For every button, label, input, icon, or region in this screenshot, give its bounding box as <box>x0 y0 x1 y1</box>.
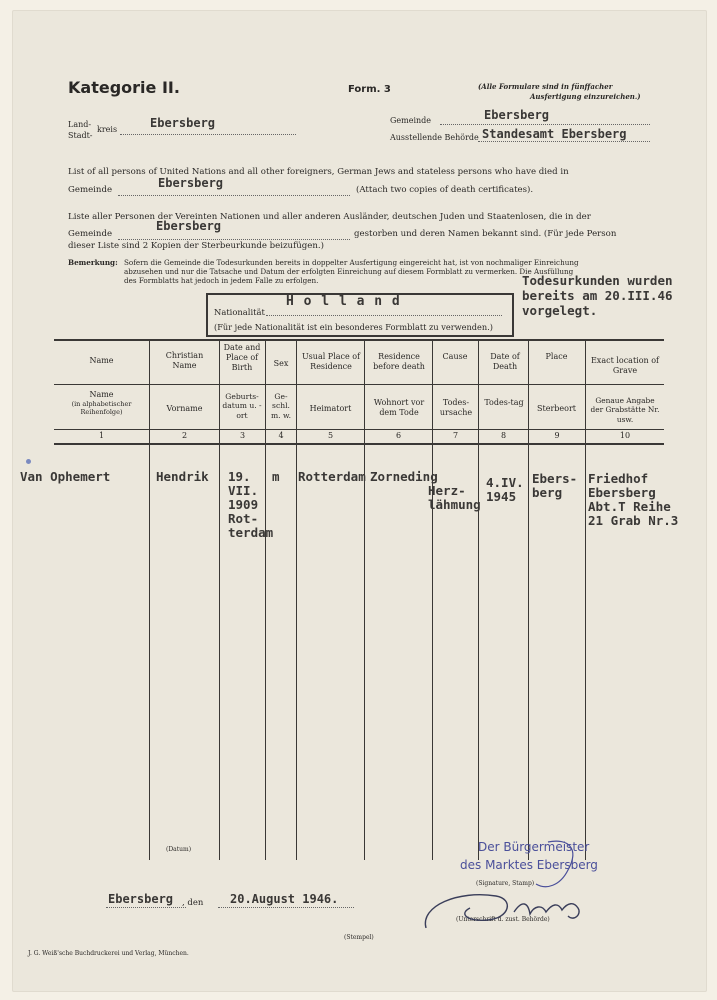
col-divider-5 <box>364 340 365 860</box>
col3-num: 3 <box>239 431 246 440</box>
remark-line1: Sofern die Gemeinde die Todesurkunden bereits in doppelter Ausfertigung eingereicht hat, ist von nochmaliger Einreichung <box>124 258 579 267</box>
nationality-label: Nationalität <box>214 307 265 317</box>
col8-en: Date of Death <box>490 352 520 371</box>
col1-en: Name <box>89 356 114 365</box>
col10-de: Genaue Angabe der Grabstätte Nr. usw. <box>590 396 660 424</box>
col7-de: Todes-ursache <box>439 398 473 417</box>
behoerde-line <box>478 141 650 142</box>
col-divider-9 <box>585 340 586 860</box>
unterschrift-label: (Unterschrift d. zust. Behörde) <box>456 916 550 923</box>
col1-de-sub: (in alphabetischer Reihenfolge) <box>71 400 132 417</box>
col10-en: Exact location of Grave <box>590 356 660 375</box>
table-num-rule <box>54 443 664 445</box>
col1-de <box>54 390 149 416</box>
col-divider-8 <box>528 340 529 860</box>
english-attach: (Attach two copies of death certificates). <box>356 185 534 195</box>
note-line2: Ausfertigung einzureichen.) <box>530 92 641 101</box>
nationality-note: (Für jede Nationalität ist ein besonderes Formblatt zu verwenden.) <box>214 322 493 332</box>
date-label: (Datum) <box>166 846 192 853</box>
col-divider-2 <box>219 340 220 860</box>
col9-en: Place <box>545 352 568 361</box>
entry-residence-before-death: Zorneding <box>370 469 438 484</box>
col2-num: 2 <box>181 431 188 440</box>
signature-label: (Signature, Stamp) <box>476 880 535 887</box>
footer-den: , den <box>182 898 204 908</box>
col6-de: Wohnort vor dem Tode <box>373 398 425 417</box>
kreis-label: kreis <box>97 125 118 134</box>
col3-de: Geburts-datum u. -ort <box>222 392 262 420</box>
english-gemeinde-value: Ebersberg <box>158 176 224 190</box>
col-divider-6 <box>432 340 433 860</box>
behoerde-label: Ausstellende Behörde <box>390 133 479 142</box>
german-gemeinde-line <box>118 239 350 240</box>
gemeinde-label: Gemeinde <box>390 116 432 125</box>
entry-usual-residence: Rotterdam <box>298 469 366 484</box>
form-number: Form. 3 <box>348 84 391 95</box>
note-line1: (Alle Formulare sind in fünffacher <box>478 82 613 91</box>
nationality-line <box>266 315 502 316</box>
pin-mark <box>26 459 31 464</box>
col4-de: Ge-schl. m. w. <box>270 392 292 420</box>
german-gemeinde-label: Gemeinde <box>68 229 113 239</box>
col10-num: 10 <box>619 431 631 440</box>
german-gemeinde-value: Ebersberg <box>156 219 222 233</box>
typed-note-line3: vorgelegt. <box>522 303 598 318</box>
entry-christian-name: Hendrik <box>156 469 209 484</box>
table-de-rule <box>54 429 664 430</box>
typed-note-line1: Todesurkunden wurden <box>522 273 673 288</box>
entry-cause: Herz- lähmung <box>428 483 481 512</box>
entry-date-of-death: 4.IV. 1945 <box>486 475 524 504</box>
land-label: Land- <box>68 120 92 129</box>
gemeinde-value: Ebersberg <box>484 108 550 122</box>
col4-en: Sex <box>273 359 289 368</box>
signature-graphic <box>418 836 608 936</box>
table-en-rule <box>54 384 664 385</box>
col6-num: 6 <box>395 431 402 440</box>
category-title: Kategorie II. <box>68 78 180 97</box>
remark-line3: des Formblatts hat jedoch in jedem Falle zu erfolgen. <box>124 276 319 285</box>
printer-imprint: J. G. Weiß'sche Buchdruckerei und Verlag, München. <box>28 950 189 957</box>
col5-num: 5 <box>327 431 334 440</box>
english-gemeinde-label: Gemeinde <box>68 185 113 195</box>
footer-date-line <box>218 907 354 908</box>
entry-place: Ebers- berg <box>532 471 578 500</box>
col-divider-3 <box>265 340 266 860</box>
stamp-line2: des Marktes Ebersberg <box>460 858 598 872</box>
kreis-value: Ebersberg <box>150 116 216 130</box>
col4-num: 4 <box>278 431 284 440</box>
col9-num: 9 <box>554 431 560 440</box>
stempel-label: (Stempel) <box>344 934 374 941</box>
german-line3: dieser Liste sind 2 Kopien der Sterbeurkunde beizufügen.) <box>68 241 325 251</box>
gemeinde-line <box>440 124 650 125</box>
col5-en: Usual Place of Residence <box>301 352 361 371</box>
typed-note <box>522 273 673 318</box>
table-top-rule <box>54 339 664 341</box>
remark-label: Bemerkung: <box>68 258 118 267</box>
english-gemeinde-line <box>118 195 350 196</box>
entry-grave: Friedhof Ebersberg Abt.T Reihe 21 Grab Nr.3 <box>588 471 679 528</box>
col1-de-title: Name <box>89 390 114 399</box>
col-divider-4 <box>296 340 297 860</box>
entry-birth: 19. VII. 1909 Rot- terdam <box>228 469 274 540</box>
footer-place-value: Ebersberg <box>108 892 174 906</box>
col9-de: Sterbeort <box>537 404 576 413</box>
col2-de: Vorname <box>166 404 203 413</box>
typed-note-line2: bereits am 20.III.46 <box>522 288 673 303</box>
col6-en: Residence before death <box>373 352 425 371</box>
remark-line2: abzusehen und nur die Tatsache und Datum der erfolgten Einreichung auf diesem Formblatt zu vermerken. Die Ausfüllung <box>124 267 574 276</box>
nationality-value: H o l l a n d <box>286 294 401 309</box>
col5-de: Heimatort <box>309 404 352 413</box>
nationality-box <box>206 293 514 337</box>
german-line1: Liste aller Personen der Vereinten Nationen und aller anderen Ausländer, deutschen Juden und Staatenlosen, die in der <box>68 212 591 222</box>
col-divider-1 <box>149 340 150 860</box>
col-divider-7 <box>478 340 479 860</box>
kreis-line <box>120 134 296 135</box>
footer-date-value: 20.August 1946. <box>230 892 339 906</box>
col7-num: 7 <box>452 431 459 440</box>
stadt-label: Stadt- <box>68 131 93 140</box>
col7-en: Cause <box>442 352 468 361</box>
english-line1: List of all persons of United Nations and all other foreigners, German Jews and stateless persons who have died in <box>68 167 569 177</box>
behoerde-value: Standesamt Ebersberg <box>482 127 627 141</box>
footer-place-line <box>106 907 186 908</box>
col2-en: Christian Name <box>165 351 204 370</box>
entry-name: Van Ophemert <box>20 469 111 484</box>
stamp-line1: Der Bürgermeister <box>478 840 590 854</box>
entry-sex: m <box>272 469 280 484</box>
col3-en: Date and Place of Birth <box>223 343 261 372</box>
col8-de: Todes-tag <box>484 398 524 407</box>
col1-num: 1 <box>98 431 105 440</box>
col8-num: 8 <box>500 431 507 440</box>
german-line2: gestorben und deren Namen bekannt sind. (Für jede Person <box>354 229 617 239</box>
